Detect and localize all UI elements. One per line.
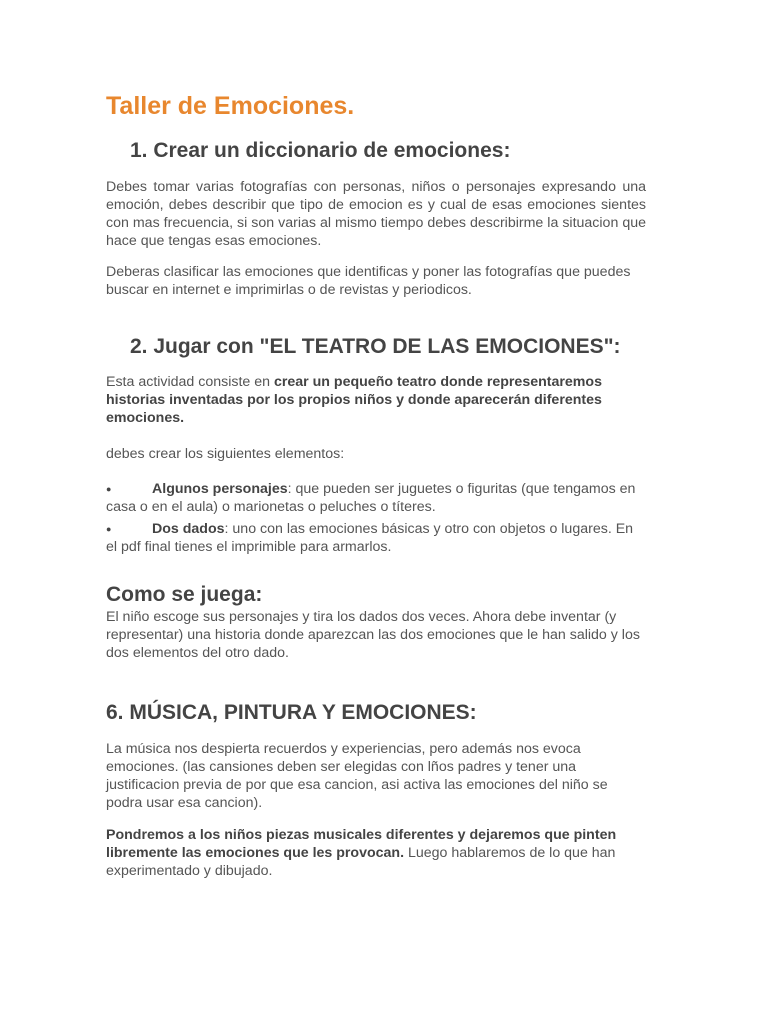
section1-paragraph-1: Debes tomar varias fotografías con personas, niños o personajes expresando una emoción, debes describir que tipo de emocion es y cual de esas emociones sientes con mas frecuencia, si son varias al mismo tiempo debes describirme la situacion que hace que tengas esas emociones. <box>106 179 646 249</box>
section2-intro <box>106 373 646 427</box>
section6-paragraph-2 <box>106 826 646 880</box>
section6-paragraph-2-plain: Luego hablaremos de lo que han experimentado y dibujado. <box>106 845 616 879</box>
section1-heading: 1. Crear un diccionario de emociones: <box>130 139 511 162</box>
list-item <box>106 480 646 516</box>
page-title: Taller de Emociones. <box>106 92 355 120</box>
section2-intro-bold: crear un pequeño teatro donde representaremos historias inventadas por los propios niños y donde aparecerán diferentes emociones. <box>106 374 602 426</box>
como-heading: Como se juega: <box>106 583 263 606</box>
bullet-icon: ● <box>106 484 112 495</box>
list-item-bold: Algunos personajes <box>152 481 288 497</box>
list-item-text: : que pueden ser juguetes o figuritas (que tengamos en casa o en el aula) o marionetas o peluches o títeres. <box>106 481 636 516</box>
section6-paragraph-2-bold: Pondremos a los niños piezas musicales diferentes y dejaremos que pinten libremente las emociones que les provocan. <box>106 827 617 861</box>
list-item-bold: Dos dados <box>152 521 225 537</box>
section2-elements-intro: debes crear los siguientes elementos: <box>106 446 345 462</box>
section2-intro-plain: Esta actividad consiste en <box>106 374 274 390</box>
bullet-icon: ● <box>106 524 112 535</box>
como-paragraph: El niño escoge sus personajes y tira los dados dos veces. Ahora debe inventar (y representar) una historia donde aparezcan las dos emociones que le han salido y los dos elementos del otro dado. <box>106 609 640 661</box>
list-item <box>106 520 646 556</box>
section6-paragraph-1: La música nos despierta recuerdos y experiencias, pero además nos evoca emociones. (las cansiones deben ser elegidas con lños padres y tener una justificacion previa de por que esa cancion, asi activa las emociones del niño se podra usar esa cancion). <box>106 741 608 811</box>
section6-heading: 6. MÚSICA, PINTURA Y EMOCIONES: <box>106 701 477 724</box>
section1-paragraph-2: Deberas clasificar las emociones que identificas y poner las fotografías que puedes buscar en internet e imprimirlas o de revistas y periodicos. <box>106 264 631 298</box>
section2-heading: 2. Jugar con "EL TEATRO DE LAS EMOCIONES": <box>130 335 621 358</box>
list-item-text: : uno con las emociones básicas y otro con objetos o lugares. En el pdf final tienes el imprimible para armarlos. <box>106 521 634 556</box>
